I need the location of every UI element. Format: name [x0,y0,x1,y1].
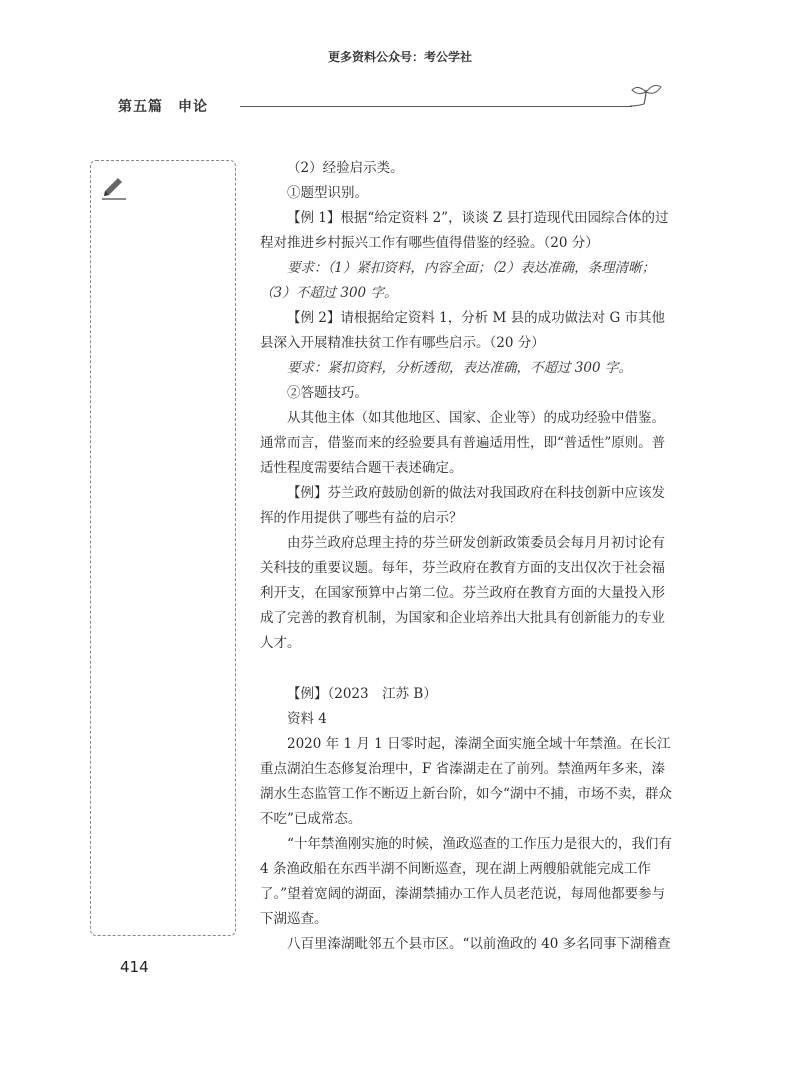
section-heading: （2）经验启示类。 [287,160,404,176]
technique-paragraph: 从其他主体（如其他地区、国家、企业等）的成功经验中借鉴。通常而言，借鉴而来的经验要具有普遍适用性，即“普适性”原则。普适性程度需要结合题干表述确定。 [260,410,666,476]
subheading-techniques: ②答题技巧。 [287,385,368,401]
example-1: 【例 1】根据“给定资料 2”，谈谈 Z 县打造现代田园综合体的过程对推进乡村振兴工作有哪些值得借鉴的经验。（20 分） [260,210,669,251]
top-watermark: 更多资料公众号：考公学社 [327,50,472,64]
material-paragraph-2: “十年禁渔刚实施的时候，渔政巡查的工作压力是很大的，我们有 4 条渔政船在东西半湖不间断巡查，现在湖上两艘船就能完成工作了。”望着宽阔的湖面，溱湖禁捕办工作人员老范说，每周他都要参与下湖巡查。 [260,836,672,927]
example-2: 【例 2】请根据给定资料 1，分析 M 县的成功做法对 G 市其他县深入开展精准扶贫工作有哪些启示。（20 分） [260,310,666,351]
main-content [260,156,672,957]
chapter-header: 第五篇 申论 [118,99,208,115]
example-jiangsu-heading: 【例】（2023 江苏 B） [287,686,437,702]
subheading-identification: ①题型识别。 [287,185,368,201]
pencil-icon [100,176,128,202]
example-finland-material: 由芬兰政府总理主持的芬兰研发创新政策委员会每月月初讨论有关科技的重要议题。每年，芬兰政府在教育方面的支出仅次于社会福利开支，在国家预算中占第二位。芬兰政府在教育方面的大量投入形成了完善的教育机制，为国家和企业培养出大批具有创新能力的专业人才。 [260,535,665,651]
page-number: 414 [120,958,149,976]
example-1-requirements: 要求：（1）紧扣资料，内容全面；（2）表达准确，条理清晰；（3）不超过 300 字。 [260,260,656,301]
header-rule [240,106,632,107]
material-paragraph-1: 2020 年 1 月 1 日零时起，溱湖全面实施全域十年禁渔。在长江重点湖泊生态修复治理中，F 省溱湖走在了前列。禁渔两年多来，溱湖水生态监管工作不断迈上新台阶，如今“湖中不捕，市场不卖，群众不吃”已成常态。 [260,736,672,827]
sprout-icon [628,82,664,112]
notes-sidebar [90,160,236,936]
example-finland-question: 【例】芬兰政府鼓励创新的做法对我国政府在科技创新中应该发挥的作用提供了哪些有益的启示？ [260,485,665,526]
material-paragraph-3: 八百里溱湖毗邻五个县市区。“以前渔政的 40 多名同事下湖稽查 [287,936,671,952]
material-label: 资料 4 [287,711,327,727]
example-2-requirements: 要求：紧扣资料，分析透彻，表达准确，不超过 300 字。 [287,360,632,376]
